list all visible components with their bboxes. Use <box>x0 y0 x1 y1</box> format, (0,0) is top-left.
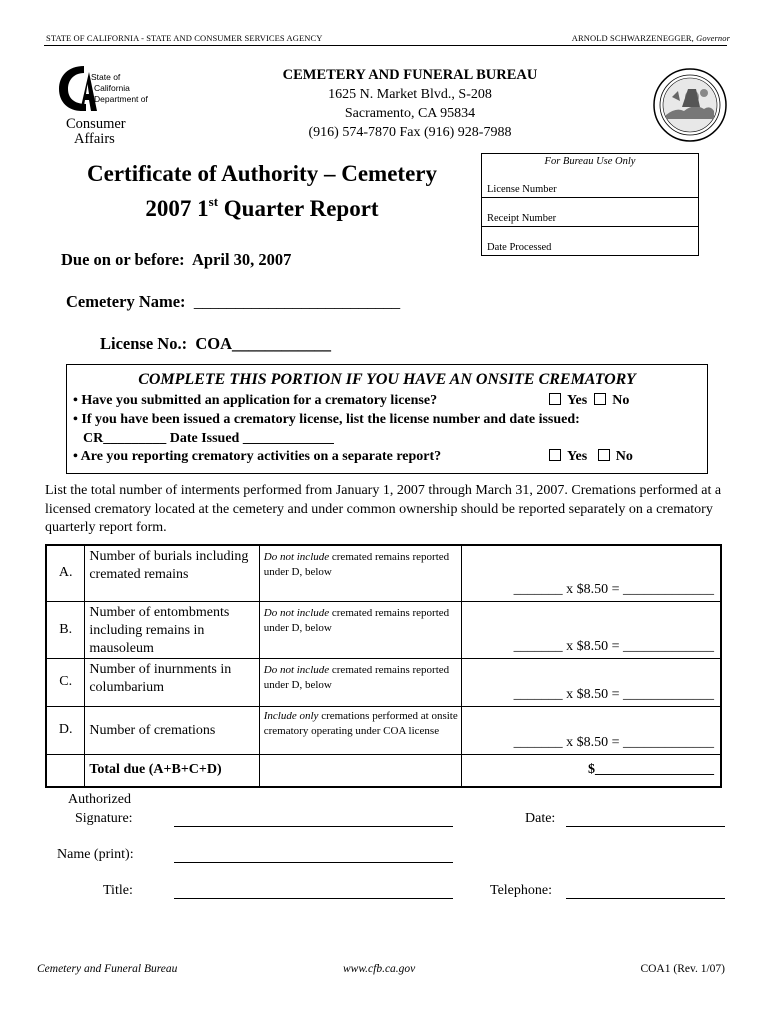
row-note: Do not include cremated remains reported under D, below <box>259 601 461 658</box>
license-number-field[interactable]: License Number <box>482 172 698 198</box>
title-line1: Certificate of Authority – Cemetery <box>87 161 437 186</box>
receipt-number-field[interactable]: Receipt Number <box>482 198 698 227</box>
q3-yes-checkbox[interactable] <box>549 449 561 461</box>
row-calc-field[interactable]: _______ x $8.50 = _____________ <box>461 545 721 601</box>
total-label: Total due (A+B+C+D) <box>85 754 259 787</box>
state-seal-icon <box>652 67 728 143</box>
title-line2: 2007 1st Quarter Report <box>145 194 379 221</box>
crematory-question-2: • If you have been issued a crematory license, list the license number and date issued: <box>73 412 580 427</box>
bureau-use-only-box <box>481 153 699 256</box>
row-note: Do not include cremated remains reported under D, below <box>259 658 461 706</box>
title-sup: st <box>208 194 219 209</box>
header-agency-text: STATE OF CALIFORNIA - STATE AND CONSUMER SERVICES AGENCY <box>46 33 323 43</box>
header-rule <box>44 45 727 46</box>
row-label: D. <box>46 706 85 754</box>
logo-text-consumer: Consumer <box>66 116 126 132</box>
logo-text-consumer-affairs <box>66 117 126 147</box>
row-calc-field[interactable]: _______ x $8.50 = _____________ <box>461 658 721 706</box>
table-row <box>46 706 721 754</box>
q3-no-checkbox[interactable] <box>598 449 610 461</box>
logo-text-california: California <box>94 83 130 93</box>
row-note: Include only cremations performed at onsite crematory operating under COA license <box>259 706 461 754</box>
q1-no-checkbox[interactable] <box>594 393 606 405</box>
table-total-row <box>46 754 721 787</box>
fee-table <box>45 544 722 788</box>
agency-name: CEMETERY AND FUNERAL BUREAU <box>282 67 538 83</box>
logo-text-affairs: Affairs <box>74 131 115 147</box>
governor-name: ARNOLD SCHWARZENEGGER, <box>571 33 694 43</box>
table-row <box>46 545 721 601</box>
crematory-license-date-field[interactable]: CR_________ Date Issued _____________ <box>83 431 334 446</box>
signature-label: Signature: <box>75 811 133 826</box>
header-governor-text <box>572 33 730 43</box>
governor-title: Governor <box>696 33 730 43</box>
page-title <box>82 160 442 223</box>
crematory-q3-options: Yes No <box>549 449 633 465</box>
table-row <box>46 658 721 706</box>
title-line[interactable] <box>174 898 453 899</box>
due-date-value: April 30, 2007 <box>191 250 292 269</box>
crematory-question-3: • Are you reporting crematory activities on a separate report? <box>73 449 442 464</box>
license-no-field[interactable]: COA____________ <box>195 334 331 353</box>
row-label: C. <box>46 658 85 706</box>
date-line[interactable] <box>566 826 725 827</box>
footer-bureau-name: Cemetery and Funeral Bureau <box>37 963 178 975</box>
name-print-line[interactable] <box>174 862 453 863</box>
signature-line[interactable] <box>174 826 453 827</box>
row-description: Number of burials including cremated remains <box>85 545 259 601</box>
row-description: Number of cremations <box>85 706 259 754</box>
crematory-section-title: COMPLETE THIS PORTION IF YOU HAVE AN ONSITE CREMATORY <box>138 371 636 388</box>
telephone-line[interactable] <box>566 898 725 899</box>
row-label: A. <box>46 545 85 601</box>
logo-text-state: State of <box>91 72 121 82</box>
name-print-label: Name (print): <box>57 847 134 862</box>
crematory-section <box>66 364 708 474</box>
date-label: Date: <box>525 811 556 826</box>
row-note: Do not include cremated remains reported under D, below <box>259 545 461 601</box>
row-description: Number of inurnments in columbarium <box>85 658 259 706</box>
date-processed-field[interactable]: Date Processed <box>487 242 552 253</box>
authorized-label: Authorized <box>68 792 131 807</box>
row-description: Number of entombments including remains in mausoleum <box>85 601 259 658</box>
table-row <box>46 601 721 658</box>
row-calc-field[interactable]: _______ x $8.50 = _____________ <box>461 706 721 754</box>
row-label: B. <box>46 601 85 658</box>
cemetery-name-line: Cemetery Name: _________________________ <box>66 292 401 311</box>
footer-form-number: COA1 (Rev. 1/07) <box>640 963 725 975</box>
row-calc-field[interactable]: _______ x $8.50 = _____________ <box>461 601 721 658</box>
agency-phone: (916) 574-7870 Fax (916) 928-7988 <box>308 125 512 140</box>
crematory-q1-options: Yes No <box>549 393 629 409</box>
agency-address-line2: Sacramento, CA 95834 <box>344 106 476 121</box>
q1-yes-checkbox[interactable] <box>549 393 561 405</box>
total-due-field[interactable]: $_________________ <box>461 754 721 787</box>
due-date-line: Due on or before: April 30, 2007 <box>61 250 292 269</box>
cemetery-name-field[interactable]: _________________________ <box>193 292 401 311</box>
dca-logo <box>56 62 166 152</box>
license-no-line: License No.: COA____________ <box>100 334 331 353</box>
footer-website-link[interactable]: www.cfb.ca.gov <box>343 963 416 975</box>
instructions-paragraph: List the total number of interments performed from January 1, 2007 through March 31, 2007. Cremations performed at a licensed crematory located at the cemetery and under common ownership should be reported separately on a crematory quarterly report form. <box>45 483 722 535</box>
logo-text-department: Department of <box>94 94 148 104</box>
agency-address-line1: 1625 N. Market Blvd., S-208 <box>328 87 492 102</box>
bureau-box-heading: For Bureau Use Only <box>544 156 636 167</box>
crematory-question-1: • Have you submitted an application for a crematory license? <box>73 393 438 408</box>
ca-logo-icon <box>56 62 98 114</box>
title-label: Title: <box>103 883 133 898</box>
telephone-label: Telephone: <box>490 883 552 898</box>
agency-contact-block <box>250 66 570 142</box>
